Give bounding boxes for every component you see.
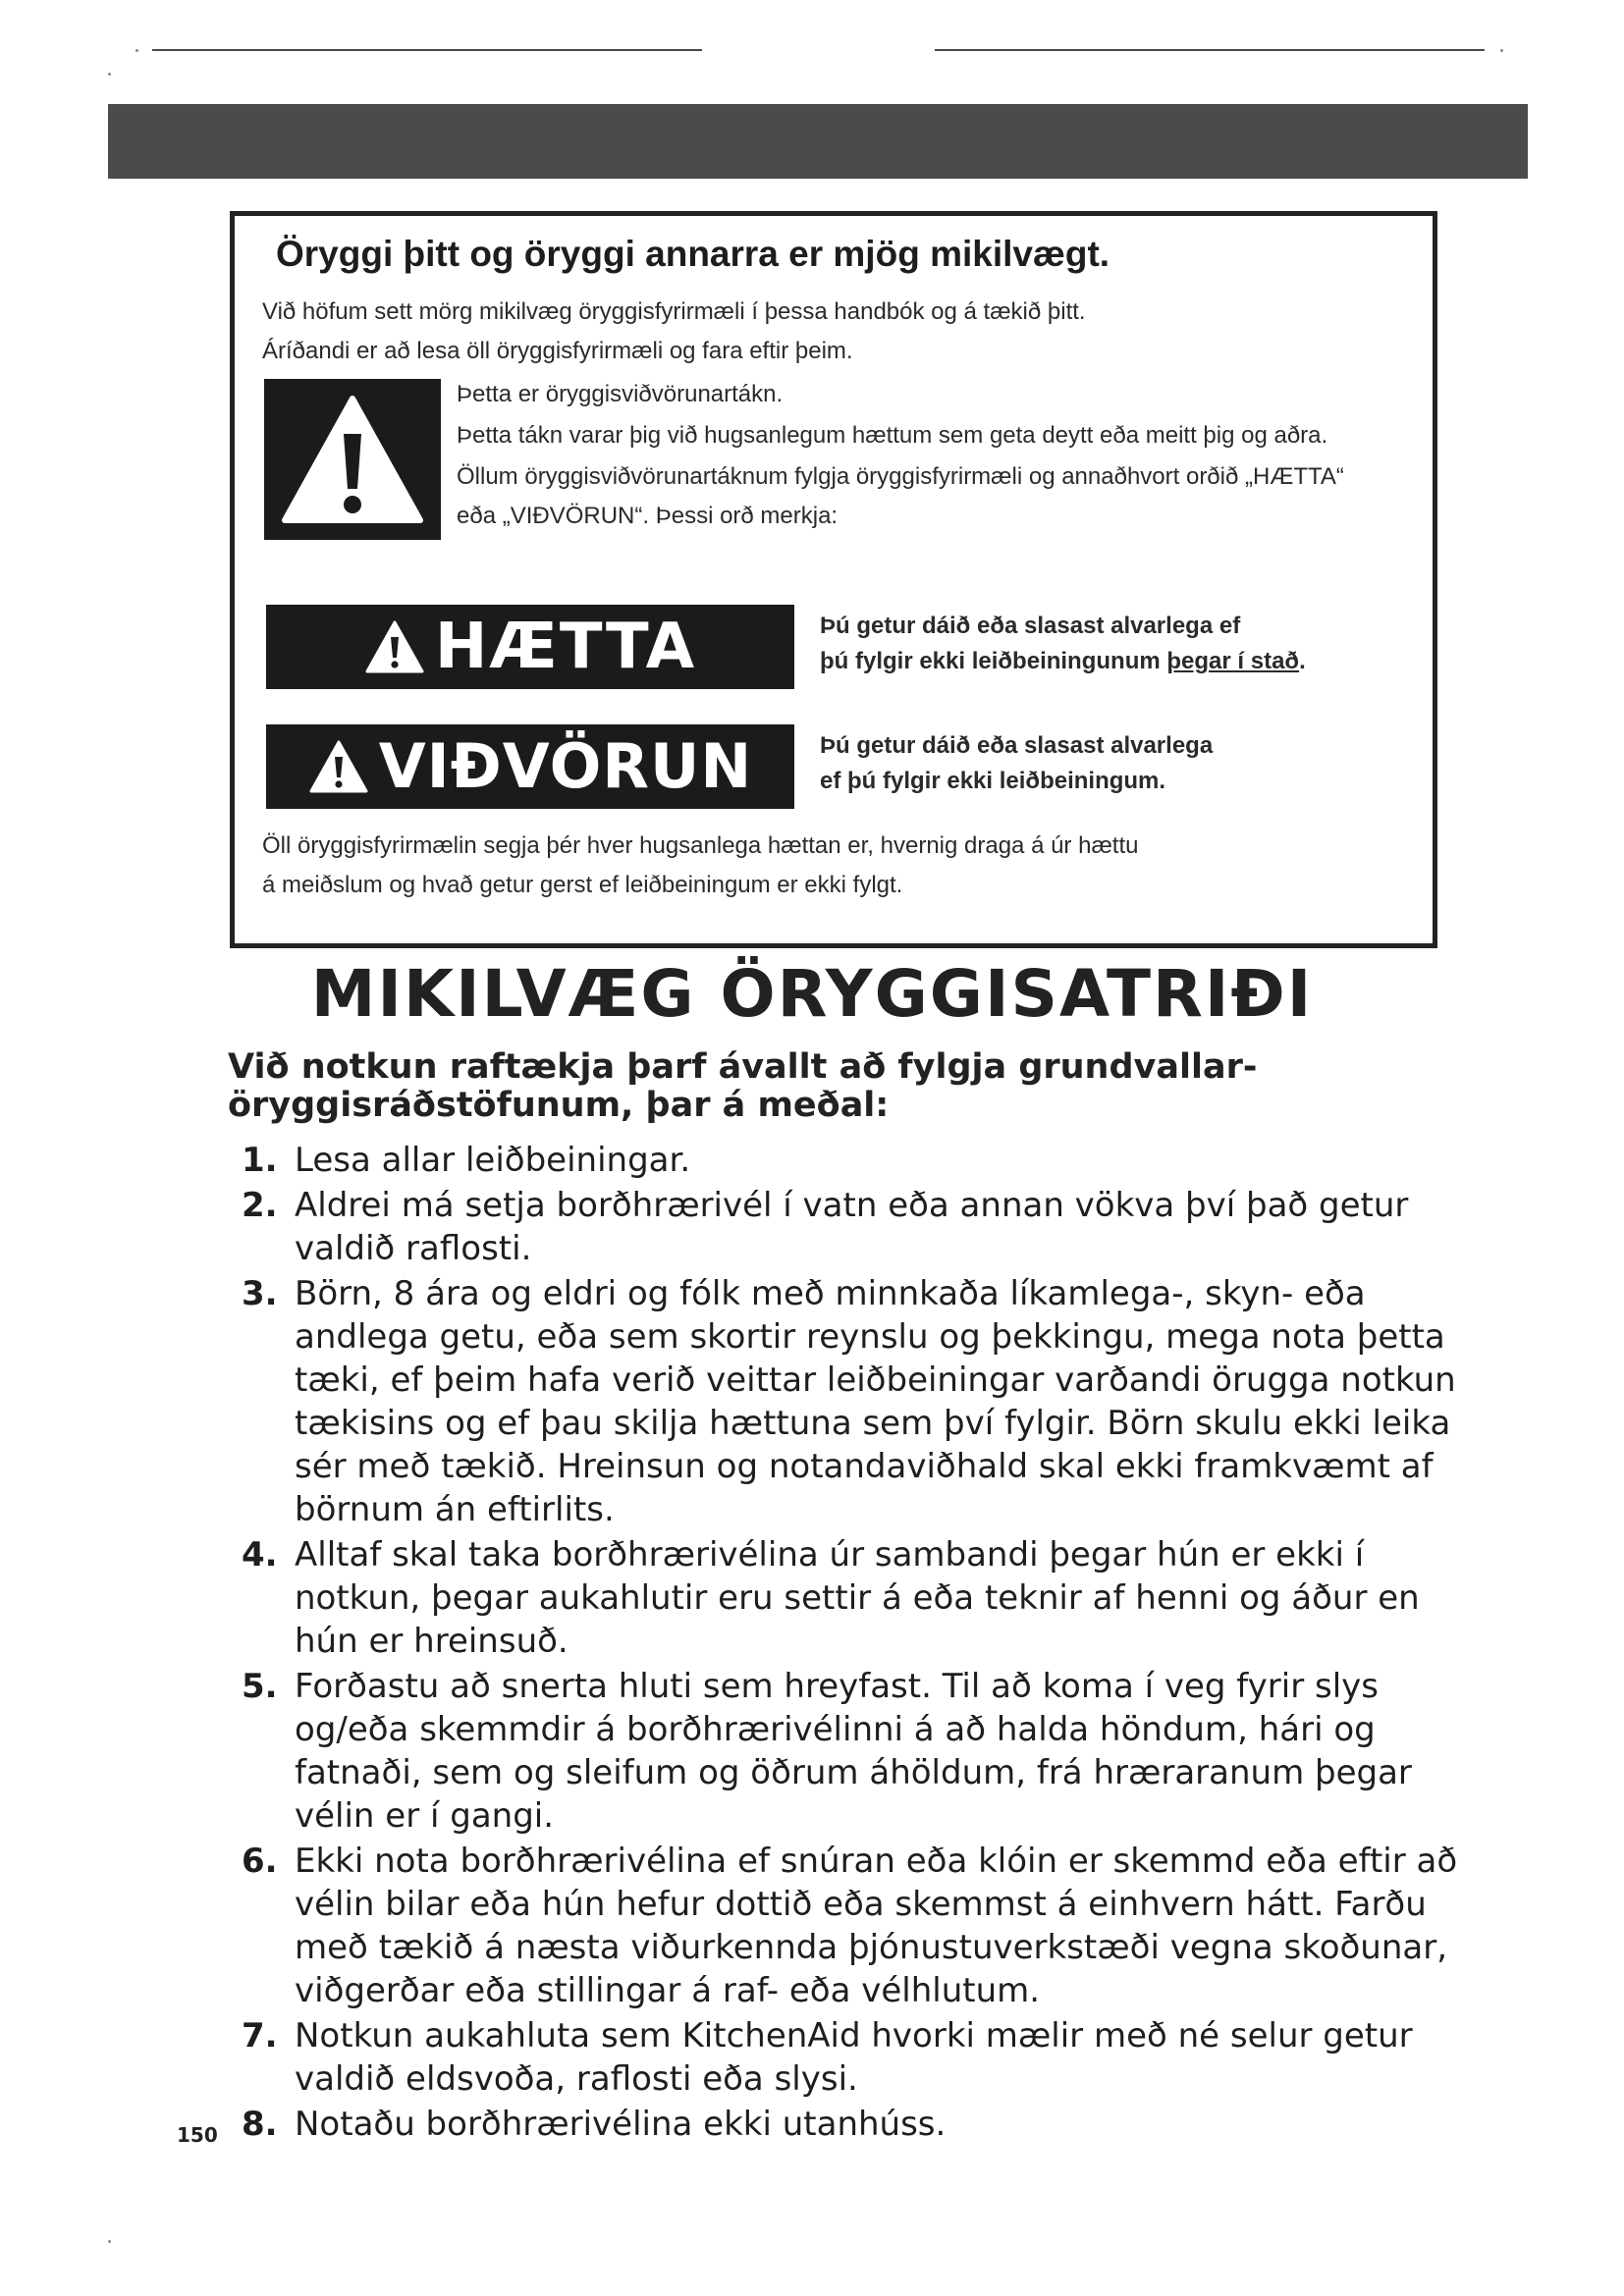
- list-item: [228, 1272, 1475, 1531]
- warning-triangle-icon: [279, 391, 426, 528]
- top-rule-right: [935, 49, 1485, 51]
- item-number: 1.: [242, 1141, 278, 1180]
- item-number: 3.: [242, 1274, 278, 1313]
- item-text: Börn, 8 ára og eldri og fólk með minnkaða líkamlega-, skyn- eða andlega getu, eða sem skortir reynslu og þekkingu, mega nota þetta tæki, ef þeim hafa verið veittar leiðbeiningar varðandi örugga notkun tækisins og ef þau skilja hættuna sem því fylgir. Börn skulu ekki leika sér með tækið. Hreinsun og notandaviðhald skal ekki framkvæmt af börnum án eftirlits.: [295, 1274, 1456, 1529]
- instruction-list: [228, 1139, 1475, 2148]
- safety-box: [230, 211, 1437, 948]
- lead-paragraph: Við notkun raftækja þarf ávallt að fylgja grundvallar-öryggisráðstöfunum, þar á meðal:: [228, 1047, 1258, 1125]
- warning-triangle-icon: [364, 619, 425, 674]
- safety-alert-icon: [264, 379, 441, 540]
- page-number: 150: [177, 2123, 218, 2147]
- danger-signal-word: HÆTTA: [434, 611, 697, 683]
- item-number: 7.: [242, 2016, 278, 2056]
- warning-description-line: ef þú fylgir ekki leiðbeiningum.: [820, 768, 1166, 794]
- safety-intro-line: Áríðandi er að lesa öll öryggisfyrirmæli og fara eftir þeim.: [262, 338, 853, 364]
- danger-description-line: [820, 644, 1429, 679]
- list-item: [228, 1184, 1475, 1270]
- safety-footer-line: Öll öryggisfyrirmælin segja þér hver hugsanlega hættan er, hvernig draga á úr hættu: [262, 832, 1139, 859]
- safety-footer: [262, 827, 1411, 905]
- symbol-label: Þetta er öryggisviðvörunartákn.: [457, 381, 784, 407]
- item-text: Ekki nota borðhrærivélina ef snúran eða klóin er skemmd eða eftir að vélin bilar eða hún hefur dottið eða skemmst á einhvern hátt. Farðu með tækið á næsta viðurkennda þjónustuverkstæði vegna skoðunar, viðgerðar eða stillingar á raf- eða vélhlutum.: [295, 1842, 1458, 2010]
- safety-intro: [262, 293, 1391, 371]
- danger-description-period: .: [1299, 648, 1306, 674]
- safety-box-title: Öryggi þitt og öryggi annarra er mjög mikilvægt.: [276, 234, 1110, 274]
- danger-emphasis: þegar í stað: [1166, 648, 1300, 674]
- warning-signal-word: VIÐVÖRUN: [378, 730, 753, 802]
- corner-mark: [108, 2240, 111, 2243]
- list-item: [228, 1533, 1475, 1663]
- item-number: 8.: [242, 2105, 278, 2144]
- danger-description-text: þú fylgir ekki leiðbeiningunum: [820, 648, 1167, 674]
- list-item: [228, 2014, 1475, 2101]
- item-text: Notkun aukahluta sem KitchenAid hvorki mælir með né selur getur valdið eldsvoða, raflosti eða slysi.: [295, 2016, 1413, 2099]
- corner-mark: [135, 49, 138, 52]
- warning-signal-panel: [266, 724, 794, 809]
- corner-mark: [108, 73, 111, 76]
- item-number: 6.: [242, 1842, 278, 1881]
- danger-signal-panel: [266, 605, 794, 689]
- corner-mark: [1500, 49, 1503, 52]
- item-number: 4.: [242, 1535, 278, 1575]
- item-text: Aldrei má setja borðhrærivél í vatn eða annan vökva því það getur valdið raflosti.: [295, 1186, 1409, 1268]
- safety-intro-line: Við höfum sett mörg mikilvæg öryggisfyrirmæli í þessa handbók og á tækið þitt.: [262, 298, 1086, 325]
- item-text: Notaðu borðhrærivélina ekki utanhúss.: [295, 2105, 947, 2144]
- header-bar: [108, 104, 1528, 179]
- top-rule-left: [152, 49, 702, 51]
- symbol-explanation: [457, 375, 1380, 536]
- warning-triangle-icon: [308, 739, 369, 794]
- warning-description: [820, 728, 1429, 799]
- item-number: 2.: [242, 1186, 278, 1225]
- list-item: [228, 1665, 1475, 1838]
- safety-footer-line: á meiðslum og hvað getur gerst ef leiðbeiningum er ekki fylgt.: [262, 872, 903, 898]
- item-number: 5.: [242, 1667, 278, 1706]
- danger-description: [820, 609, 1429, 679]
- symbol-usage: Öllum öryggisviðvörunartáknum fylgja öryggisfyrirmæli og annaðhvort orðið „HÆTTA“ eða „VIÐVÖRUN“. Þessi orð merkja:: [457, 463, 1344, 529]
- item-text: Lesa allar leiðbeiningar.: [295, 1141, 691, 1180]
- warning-description-line: Þú getur dáið eða slasast alvarlega: [820, 732, 1214, 759]
- list-item: [228, 2103, 1475, 2146]
- main-title: MIKILVÆG ÖRYGGISATRIÐI: [310, 956, 1314, 1032]
- item-text: Alltaf skal taka borðhrærivélina úr sambandi þegar hún er ekki í notkun, þegar aukahlutir eru settir á eða teknir af henni og áður en hún er hreinsuð.: [295, 1535, 1420, 1661]
- symbol-meaning: Þetta tákn varar þig við hugsanlegum hættum sem geta deytt eða meitt þig og aðra.: [457, 422, 1328, 449]
- danger-description-line: Þú getur dáið eða slasast alvarlega ef: [820, 613, 1241, 639]
- list-item: [228, 1840, 1475, 2012]
- item-text: Forðastu að snerta hluti sem hreyfast. Til að koma í veg fyrir slys og/eða skemmdir á borðhrærivélinni á að halda höndum, hári og fatnaði, sem og sleifum og öðrum áhöldum, frá hræraranum þegar vélin er í gangi.: [295, 1667, 1412, 1836]
- list-item: [228, 1139, 1475, 1182]
